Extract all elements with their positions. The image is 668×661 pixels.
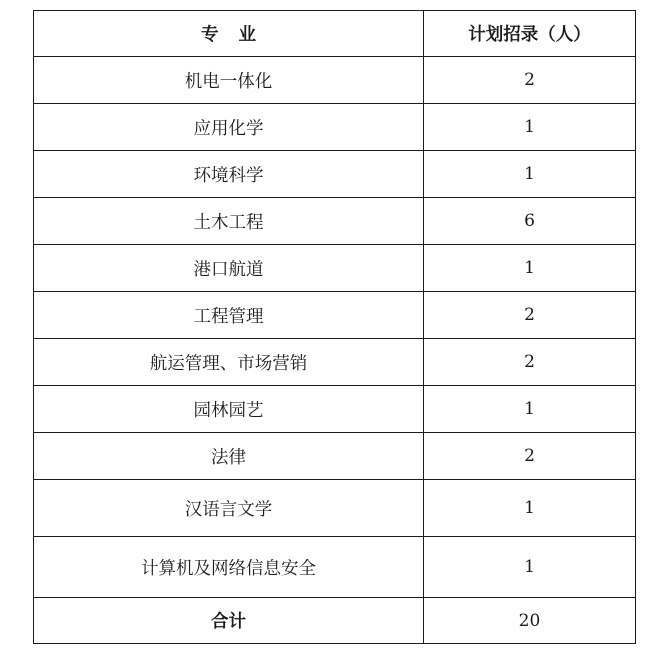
count-cell: 1 bbox=[424, 386, 636, 433]
major-cell: 机电一体化 bbox=[34, 57, 424, 104]
count-cell: 2 bbox=[424, 433, 636, 480]
major-cell: 环境科学 bbox=[34, 151, 424, 198]
recruitment-plan-table bbox=[33, 10, 636, 644]
count-cell: 6 bbox=[424, 198, 636, 245]
header-major: 专业 bbox=[34, 11, 424, 57]
table-row bbox=[34, 245, 636, 292]
count-cell: 1 bbox=[424, 245, 636, 292]
major-cell: 航运管理、市场营销 bbox=[34, 339, 424, 386]
table-row bbox=[34, 57, 636, 104]
table-row bbox=[34, 537, 636, 598]
table-row bbox=[34, 292, 636, 339]
count-cell: 2 bbox=[424, 292, 636, 339]
table-row bbox=[34, 198, 636, 245]
count-cell: 2 bbox=[424, 339, 636, 386]
count-cell: 1 bbox=[424, 480, 636, 537]
table-row bbox=[34, 339, 636, 386]
major-cell: 应用化学 bbox=[34, 104, 424, 151]
table-row bbox=[34, 151, 636, 198]
major-cell: 土木工程 bbox=[34, 198, 424, 245]
header-planned-count: 计划招录（人） bbox=[424, 11, 636, 57]
major-cell: 港口航道 bbox=[34, 245, 424, 292]
major-cell: 计算机及网络信息安全 bbox=[34, 537, 424, 598]
major-cell: 法律 bbox=[34, 433, 424, 480]
table-row bbox=[34, 386, 636, 433]
major-cell: 汉语言文学 bbox=[34, 480, 424, 537]
count-cell: 1 bbox=[424, 537, 636, 598]
table-row bbox=[34, 480, 636, 537]
total-row bbox=[34, 598, 636, 644]
count-cell: 1 bbox=[424, 151, 636, 198]
table-row bbox=[34, 104, 636, 151]
count-cell: 1 bbox=[424, 104, 636, 151]
count-cell: 2 bbox=[424, 57, 636, 104]
total-count: 20 bbox=[424, 598, 636, 644]
total-label: 合计 bbox=[34, 598, 424, 644]
table-header-row bbox=[34, 11, 636, 57]
table-row bbox=[34, 433, 636, 480]
major-cell: 园林园艺 bbox=[34, 386, 424, 433]
major-cell: 工程管理 bbox=[34, 292, 424, 339]
